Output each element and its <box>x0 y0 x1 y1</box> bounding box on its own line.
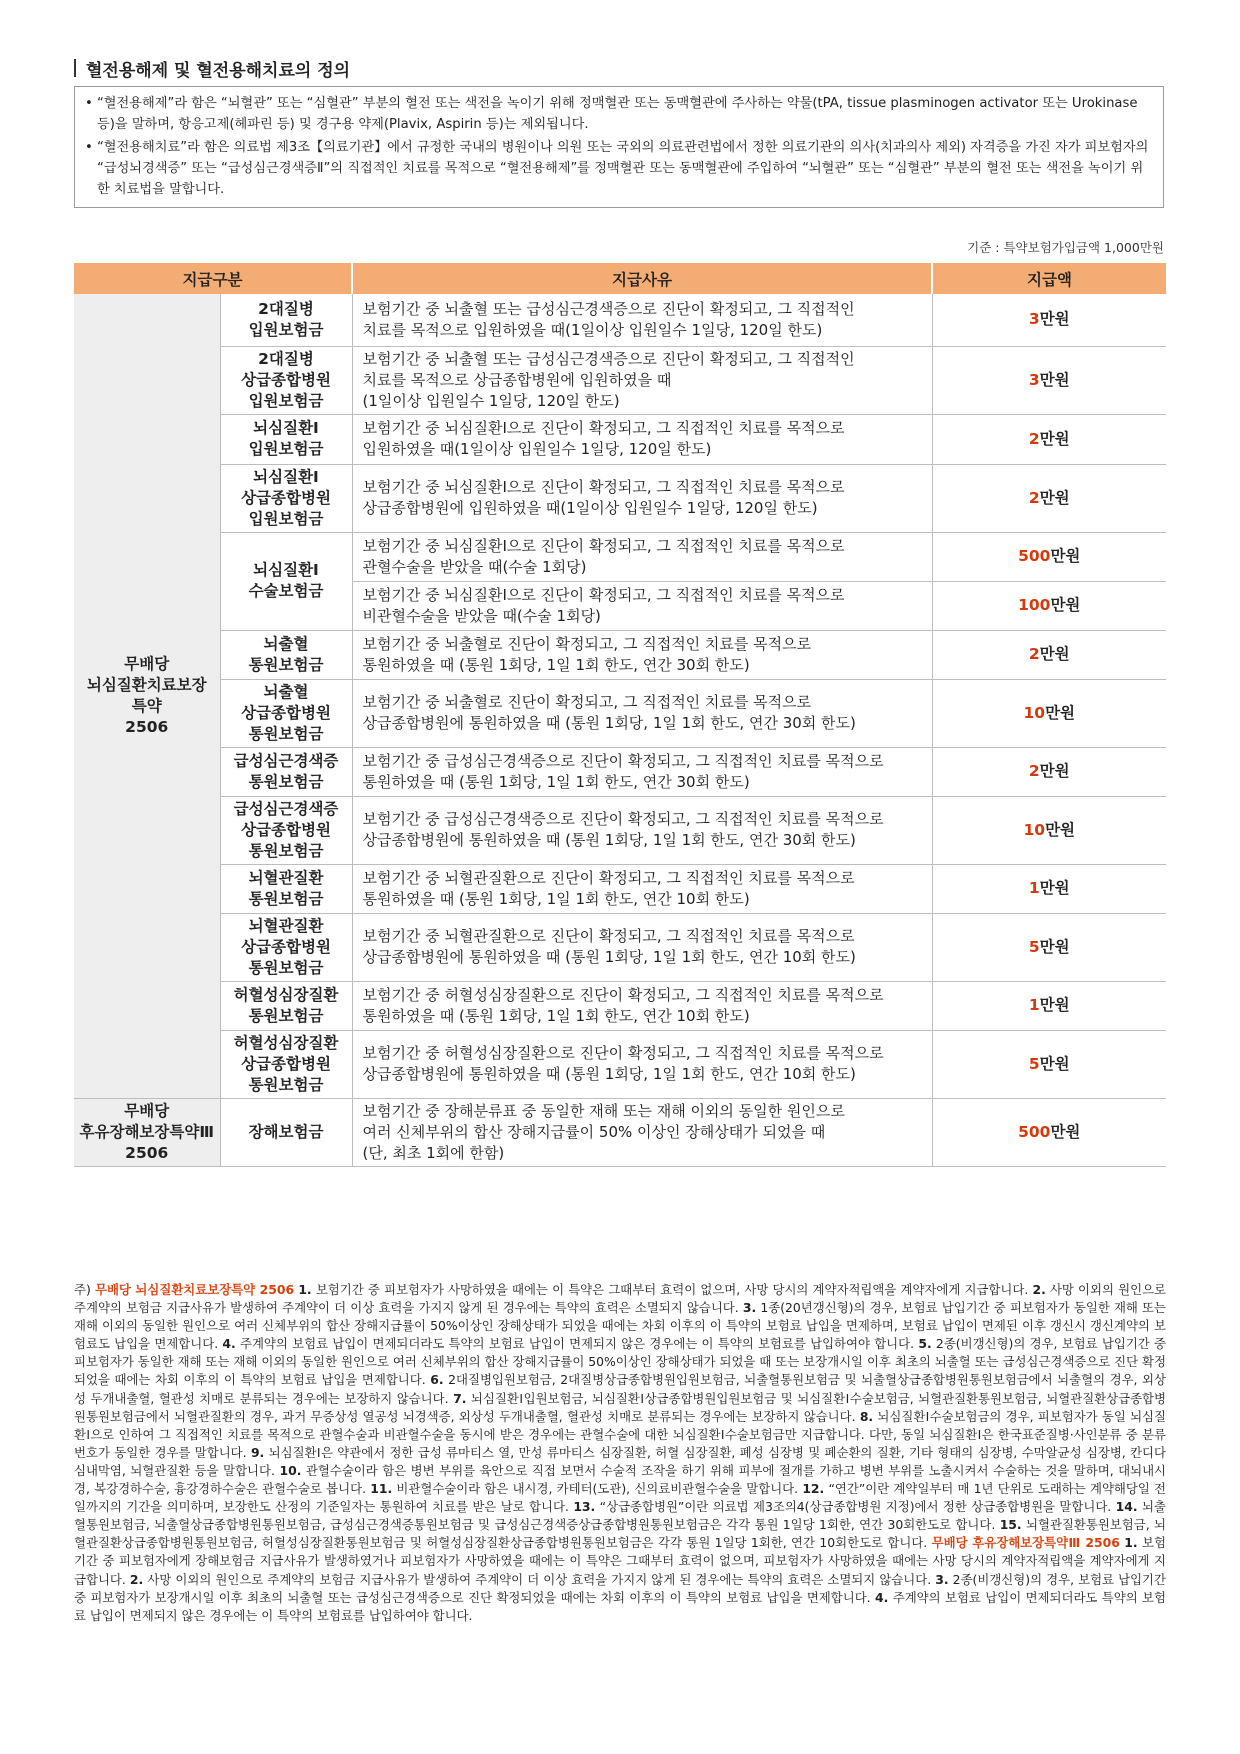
note-number: 4. <box>222 1336 236 1352</box>
benefit-name: 급성심근경색증 통원보험금 <box>220 747 352 796</box>
note-text: 주계약의 보험료 납입이 면제되더라도 특약의 보험료 납입이 면제되지 않은 경우에는 이 특약의 보험료를 납입하여야 합니다. <box>235 1336 919 1352</box>
definition-box <box>74 86 1164 208</box>
footnotes <box>74 1281 1166 1625</box>
group-disability-rider: 무배당 후유장해보장특약Ⅲ 2506 <box>74 1098 220 1166</box>
table-row <box>74 294 1166 346</box>
benefit-amount <box>932 346 1166 414</box>
benefit-name: 뇌심질환Ⅰ 입원보험금 <box>220 414 352 464</box>
note-text: 뇌심질환Ⅰ은 약관에서 정한 급성 류마티스 열, 만성 류마티스 심장질환, 허혈 심장질환, 폐성 심장병 및 폐순환의 질환, 기타 형태의 심장병, 수막알균성 심장병, 칸디다심내막염, 뇌혈관질환 등을 말합니다. <box>74 1444 1167 1478</box>
amount-unit: 만원 <box>1039 310 1070 329</box>
benefit-amount <box>932 630 1166 679</box>
amount-number: 3 <box>1028 370 1040 389</box>
benefit-reason: 보험기간 중 뇌심질환Ⅰ으로 진단이 확정되고, 그 직접적인 치료를 목적으로 상급종합병원에 입원하였을 때(1일이상 입원일수 1일당, 120일 한도) <box>352 464 932 532</box>
note-number: 14. <box>1115 1499 1138 1515</box>
amount-number: 2 <box>1028 645 1040 663</box>
benefit-amount <box>932 864 1166 913</box>
amount-number: 10 <box>1023 820 1046 839</box>
table-row <box>74 1098 1166 1166</box>
benefit-amount <box>932 294 1166 346</box>
note-number: 10. <box>279 1462 302 1478</box>
note-text: 뇌혈관질환통원보험금, 뇌혈관질환상급종합병원통원보험금, 허혈성심장질환통원보험금 및 허혈성심장질환상급종합병원통원보험금은 각각 통원 1일당 1회한, 연간 10회한도로 합니다. <box>74 1517 1166 1551</box>
header-reason: 지급사유 <box>352 263 932 294</box>
group-brain-heart-rider: 무배당 뇌심질환치료보장 특약 2506 <box>74 294 220 1098</box>
benefit-amount <box>932 414 1166 464</box>
note-number: 6. <box>430 1372 444 1388</box>
amount-unit: 만원 <box>1050 547 1081 565</box>
amount-number: 2 <box>1028 488 1040 507</box>
note-number: 2. <box>1032 1282 1046 1297</box>
benefit-reason: 보험기간 중 장해분류표 중 동일한 재해 또는 재해 이외의 동일한 원인으로 여러 신체부위의 합산 장해지급률이 50% 이상인 장해상태가 되었을 때 (단, 최초 1회에 한함) <box>352 1098 932 1166</box>
note-text: 2종(비갱신형)의 경우, 보험료 납입기간 중 피보험자가 동일한 재해 또는 재해 이외의 동일한 원인으로 여러 신체부위의 합산 장해지급률이 50%이상인 장해상태가 되었을 때 또는 보장개시일 이후 최초의 뇌출혈 또는 급성심근경색증으로 진단 확정되었을 때에는 차회 이후의 이 특약의 보험료 납입을 면제합니다. <box>74 1336 1166 1388</box>
note-text: 뇌출혈통원보험금, 뇌출혈상급종합병원통원보험금, 급성심근경색증통원보험금 및 급성심근경색증상급종합병원통원보험금은 각각 통원 1일당 1회한, 연간 30회한도로 합니다. <box>74 1499 1166 1533</box>
table-row <box>74 796 1166 864</box>
table-row <box>74 864 1166 913</box>
amount-number: 5 <box>1028 1054 1040 1073</box>
benefit-amount <box>932 981 1166 1030</box>
benefit-amount <box>932 464 1166 532</box>
benefit-reason: 보험기간 중 뇌출혈 또는 급성심근경색증으로 진단이 확정되고, 그 직접적인 치료를 목적으로 상급종합병원에 입원하였을 때 (1일이상 입원일수 1일당, 120일 한도) <box>352 346 932 414</box>
note-text: 보험기간 중 피보험자에게 장해보험금 지급사유가 발생하였거나 피보험자가 사망하였을 때에는 이 특약은 그때부터 효력이 없으며, 피보험자가 사망하였을 때에는 사망 당시의 계약자적립액을 계약자에게 지급합니다. <box>74 1535 1166 1587</box>
note-number: 15. <box>999 1517 1022 1533</box>
section-title <box>74 56 350 80</box>
amount-number: 100 <box>1018 596 1051 614</box>
note-number: 8. <box>859 1408 874 1424</box>
note-text: 뇌심질환Ⅰ입원보험금, 뇌심질환Ⅰ상급종합병원입원보험금 및 뇌심질환Ⅰ수술보험금, 뇌혈관질환통원보험금, 뇌혈관질환상급종합병원통원보험금에서 뇌혈관질환의 경우, 과거 무증상성 열공성 뇌경색증, 외상성 두개내출혈, 혈관성 치매로 분류되는 경우에는 보장하지 않습니다. <box>74 1390 1166 1424</box>
note-number: 1. <box>1124 1535 1138 1551</box>
benefit-name: 뇌심질환Ⅰ 수술보험금 <box>220 532 352 630</box>
table-row <box>74 414 1166 464</box>
amount-unit: 만원 <box>1050 1122 1081 1141</box>
benefit-reason: 보험기간 중 뇌심질환Ⅰ으로 진단이 확정되고, 그 직접적인 치료를 목적으로 관혈수술을 받았을 때(수술 1회당) <box>352 532 932 581</box>
benefit-reason: 보험기간 중 허혈성심장질환으로 진단이 확정되고, 그 직접적인 치료를 목적으로 통원하였을 때 (통원 1회당, 1일 1회 한도, 연간 10회 한도) <box>352 981 932 1030</box>
benefit-amount <box>932 913 1166 981</box>
benefit-amount <box>932 532 1166 581</box>
amount-number: 10 <box>1023 703 1046 722</box>
benefit-reason: 보험기간 중 뇌혈관질환으로 진단이 확정되고, 그 직접적인 치료를 목적으로 상급종합병원에 통원하였을 때 (통원 1회당, 1일 1회 한도, 연간 10회 한도) <box>352 913 932 981</box>
note-text: 뇌심질환Ⅰ수술보험금의 경우, 피보험자가 동일 뇌심질환Ⅰ으로 인하여 그 직접적인 치료를 목적으로 관혈수술과 비관혈수술을 동시에 받은 경우에는 관혈수술에 대한 뇌심질환Ⅰ수술보험금만 지급합니다. 다만, 동일 뇌심질환Ⅰ은 한국표준질병·사인분류 중 분류번호가 동일한 경우를 말합니다. <box>74 1408 1166 1460</box>
table-row <box>74 464 1166 532</box>
benefit-reason: 보험기간 중 허혈성심장질환으로 진단이 확정되고, 그 직접적인 치료를 목적으로 상급종합병원에 통원하였을 때 (통원 1회당, 1일 1회 한도, 연간 10회 한도) <box>352 1030 932 1098</box>
note-number: 9. <box>250 1444 265 1460</box>
note-text: 보험기간 중 피보험자가 사망하였을 때에는 이 특약은 그때부터 효력이 없으며, 사망 당시의 계약자적립액을 계약자에게 지급합니다. <box>311 1282 1033 1297</box>
basis-note: 기준 : 특약보험가입금액 1,000만원 <box>967 240 1164 255</box>
benefit-name: 뇌혈관질환 통원보험금 <box>220 864 352 913</box>
section-title-text: 혈전용해제 및 혈전용해치료의 정의 <box>86 60 351 81</box>
note-number: 5. <box>918 1336 932 1352</box>
amount-unit: 만원 <box>1050 596 1081 614</box>
note-text: 2종(비갱신형)의 경우, 보험료 납입기간 중 피보험자가 보장개시일 이후 최초의 뇌출혈 또는 급성심근경색증으로 진단 확정되었을 때에는 차회 이후의 이 특약의 보험료 납입을 면제합니다. <box>74 1571 1166 1605</box>
amount-unit: 만원 <box>1039 1054 1070 1073</box>
benefit-name: 허혈성심장질환 상급종합병원 통원보험금 <box>220 1030 352 1098</box>
note-number: 7. <box>453 1390 467 1406</box>
benefit-amount <box>932 679 1166 747</box>
benefit-name: 뇌심질환Ⅰ 상급종합병원 입원보험금 <box>220 464 352 532</box>
note-number: 3. <box>742 1300 757 1316</box>
note-text: 2대질병입원보험금, 2대질병상급종합병원입원보험금, 뇌출혈통원보험금 및 뇌출혈상급종합병원통원보험금에서 뇌출혈의 경우, 외상성 두개내출혈, 혈관성 치매로 분류되는 경우에는 보장하지 않습니다. <box>74 1372 1166 1406</box>
amount-unit: 만원 <box>1039 370 1070 389</box>
header-amount: 지급액 <box>932 263 1166 294</box>
benefit-name: 장해보험금 <box>220 1098 352 1166</box>
note-number: 4. <box>875 1589 889 1605</box>
benefit-name: 뇌출혈 통원보험금 <box>220 630 352 679</box>
benefit-name: 뇌출혈 상급종합병원 통원보험금 <box>220 679 352 747</box>
amount-unit: 만원 <box>1039 762 1070 780</box>
rider1-name: 무배당 뇌심질환치료보장특약 2506 <box>94 1282 295 1297</box>
table-row <box>74 913 1166 981</box>
table-row <box>74 630 1166 679</box>
amount-unit: 만원 <box>1039 645 1070 663</box>
definition-thrombolytic: • “혈전용해제”라 함은 “뇌혈관” 또는 “심혈관” 부분의 혈전 또는 색전을 녹이기 위해 정맥혈관 또는 동맥혈관에 주사하는 약물(tPA, tissue plasminogen activator 또는 Urokinase 등)을 말하며, 항응고제(헤파린 등) 및 경구용 약제(Plavix, Aspirin 등)는 제외됩니다. <box>85 96 1138 132</box>
amount-number: 5 <box>1028 937 1040 956</box>
table-row <box>74 679 1166 747</box>
amount-number: 2 <box>1028 762 1040 780</box>
benefit-amount <box>932 581 1166 630</box>
note-number: 12. <box>802 1481 825 1497</box>
benefit-reason: 보험기간 중 뇌출혈로 진단이 확정되고, 그 직접적인 치료를 목적으로 통원하였을 때 (통원 1회당, 1일 1회 한도, 연간 30회 한도) <box>352 630 932 679</box>
benefit-name: 2대질병 상급종합병원 입원보험금 <box>220 346 352 414</box>
benefit-amount <box>932 796 1166 864</box>
definition-thrombolytic-therapy: • “혈전용해치료”라 함은 의료법 제3조【의료기관】에서 규정한 국내의 병원이나 의원 또는 국외의 의료관련법에서 정한 의료기관의 의사(치과의사 제외) 자격증을 가진 자가 피보험자의 “급성뇌경색증” 또는 “급성심근경색증Ⅱ”의 직접적인 치료를 목적으로 “혈전용해제”를 정맥혈관 또는 동맥혈관에 주입하여 “뇌혈관” 또는 “심혈관” 부분의 혈전 또는 색전을 녹이기 위한 치료법을 말합니다. <box>85 140 1149 197</box>
amount-number: 3 <box>1028 310 1040 329</box>
benefit-reason: 보험기간 중 뇌혈관질환으로 진단이 확정되고, 그 직접적인 치료를 목적으로 통원하였을 때 (통원 1회당, 1일 1회 한도, 연간 10회 한도) <box>352 864 932 913</box>
table-row <box>74 747 1166 796</box>
note-text: 비관혈수술이라 함은 내시경, 카테터(도관), 신의료비관혈수술을 말합니다. <box>392 1481 803 1497</box>
benefit-reason: 보험기간 중 뇌출혈 또는 급성심근경색증으로 진단이 확정되고, 그 직접적인 치료를 목적으로 입원하였을 때(1일이상 입원일수 1일당, 120일 한도) <box>352 294 932 346</box>
note-number: 13. <box>573 1499 596 1515</box>
benefit-name: 허혈성심장질환 통원보험금 <box>220 981 352 1030</box>
table-header-row <box>74 263 1166 294</box>
note-text: 사망 이외의 원인으로 주계약의 보험금 지급사유가 발생하여 주계약이 더 이상 효력을 가지지 않게 된 경우에는 특약의 효력은 소멸되지 않습니다. <box>74 1282 1167 1316</box>
amount-unit: 만원 <box>1039 429 1070 448</box>
benefit-name: 2대질병 입원보험금 <box>220 294 352 346</box>
note-number: 11. <box>370 1481 393 1497</box>
title-bar <box>74 59 76 77</box>
benefit-reason: 보험기간 중 급성심근경색증으로 진단이 확정되고, 그 직접적인 치료를 목적으로 통원하였을 때 (통원 1회당, 1일 1회 한도, 연간 30회 한도) <box>352 747 932 796</box>
table-row <box>74 532 1166 581</box>
notes-prefix: 주) <box>74 1282 95 1297</box>
benefit-table <box>74 263 1166 1167</box>
benefit-name: 뇌혈관질환 상급종합병원 통원보험금 <box>220 913 352 981</box>
benefit-reason: 보험기간 중 뇌출혈로 진단이 확정되고, 그 직접적인 치료를 목적으로 상급종합병원에 통원하였을 때 (통원 1회당, 1일 1회 한도, 연간 30회 한도) <box>352 679 932 747</box>
note-text: “상급종합병원”이란 의료법 제3조의4(상급종합병원 지정)에서 정한 상급종합병원을 말합니다. <box>595 1499 1116 1515</box>
note-text: 사망 이외의 원인으로 주계약의 보험금 지급사유가 발생하여 주계약이 더 이상 효력을 가지지 않게 된 경우에는 특약의 효력은 소멸되지 않습니다. <box>143 1571 936 1587</box>
note-number: 2. <box>129 1571 144 1587</box>
benefit-reason: 보험기간 중 급성심근경색증으로 진단이 확정되고, 그 직접적인 치료를 목적으로 상급종합병원에 통원하였을 때 (통원 1회당, 1일 1회 한도, 연간 30회 한도) <box>352 796 932 864</box>
amount-unit: 만원 <box>1045 820 1076 839</box>
note-text: 관혈수술이라 함은 병변 부위를 육안으로 직접 보면서 수술적 조작을 하기 위해 피부에 절개를 가하고 병변 부위를 노출시켜서 수술하는 것을 말하며, 대뇌내시경, 복강경하수술, 흉강경하수술은 관혈수술로 봅니다. <box>74 1462 1167 1497</box>
amount-number: 500 <box>1018 1122 1051 1141</box>
amount-unit: 만원 <box>1039 879 1070 897</box>
amount-number: 1 <box>1028 996 1040 1014</box>
amount-unit: 만원 <box>1039 937 1070 956</box>
amount-number: 1 <box>1028 879 1040 897</box>
note-number: 3. <box>935 1571 949 1587</box>
benefit-amount <box>932 1098 1166 1166</box>
amount-unit: 만원 <box>1039 996 1070 1014</box>
header-category: 지급구분 <box>74 263 352 294</box>
amount-number: 2 <box>1028 429 1040 448</box>
amount-number: 500 <box>1018 547 1051 565</box>
benefit-reason: 보험기간 중 뇌심질환Ⅰ으로 진단이 확정되고, 그 직접적인 치료를 목적으로 입원하였을 때(1일이상 입원일수 1일당, 120일 한도) <box>352 414 932 464</box>
table-row <box>74 981 1166 1030</box>
note-text: “연간”이란 계약일부터 매 1년 단위로 도래하는 계약해당일 전일까지의 기간을 의미하며, 보장한도 산정의 기준일자는 통원하여 치료를 받은 날로 합니다. <box>74 1481 1167 1515</box>
amount-unit: 만원 <box>1039 488 1070 507</box>
benefit-amount <box>932 1030 1166 1098</box>
table-row <box>74 1030 1166 1098</box>
amount-unit: 만원 <box>1045 703 1076 722</box>
note-number: 1. <box>298 1282 312 1297</box>
benefit-name: 급성심근경색증 상급종합병원 통원보험금 <box>220 796 352 864</box>
rider2-name: 무배당 후유장해보장특약Ⅲ 2506 <box>931 1535 1120 1551</box>
table-row <box>74 346 1166 414</box>
benefit-amount <box>932 747 1166 796</box>
benefit-reason: 보험기간 중 뇌심질환Ⅰ으로 진단이 확정되고, 그 직접적인 치료를 목적으로 비관혈수술을 받았을 때(수술 1회당) <box>352 581 932 630</box>
note-text: 1종(20년갱신형)의 경우, 보험료 납입기간 중 피보험자가 동일한 재해 또는 재해 이외의 동일한 원인으로 여러 신체부위의 합산 장해지급률이 50%이상인 장해상태가 되었을 때에는 차회 이후의 이 특약의 보험료 납입을 면제하며, 보험료 납입이 면제된 이후 갱신시 갱신계약의 보험료도 납입을 면제합니다. <box>74 1300 1166 1352</box>
note-text: 주계약의 보험료 납입이 면제되더라도 특약의 보험료 납입이 면제되지 않은 경우에는 이 특약의 보험료를 납입하여야 합니다. <box>74 1589 1166 1623</box>
